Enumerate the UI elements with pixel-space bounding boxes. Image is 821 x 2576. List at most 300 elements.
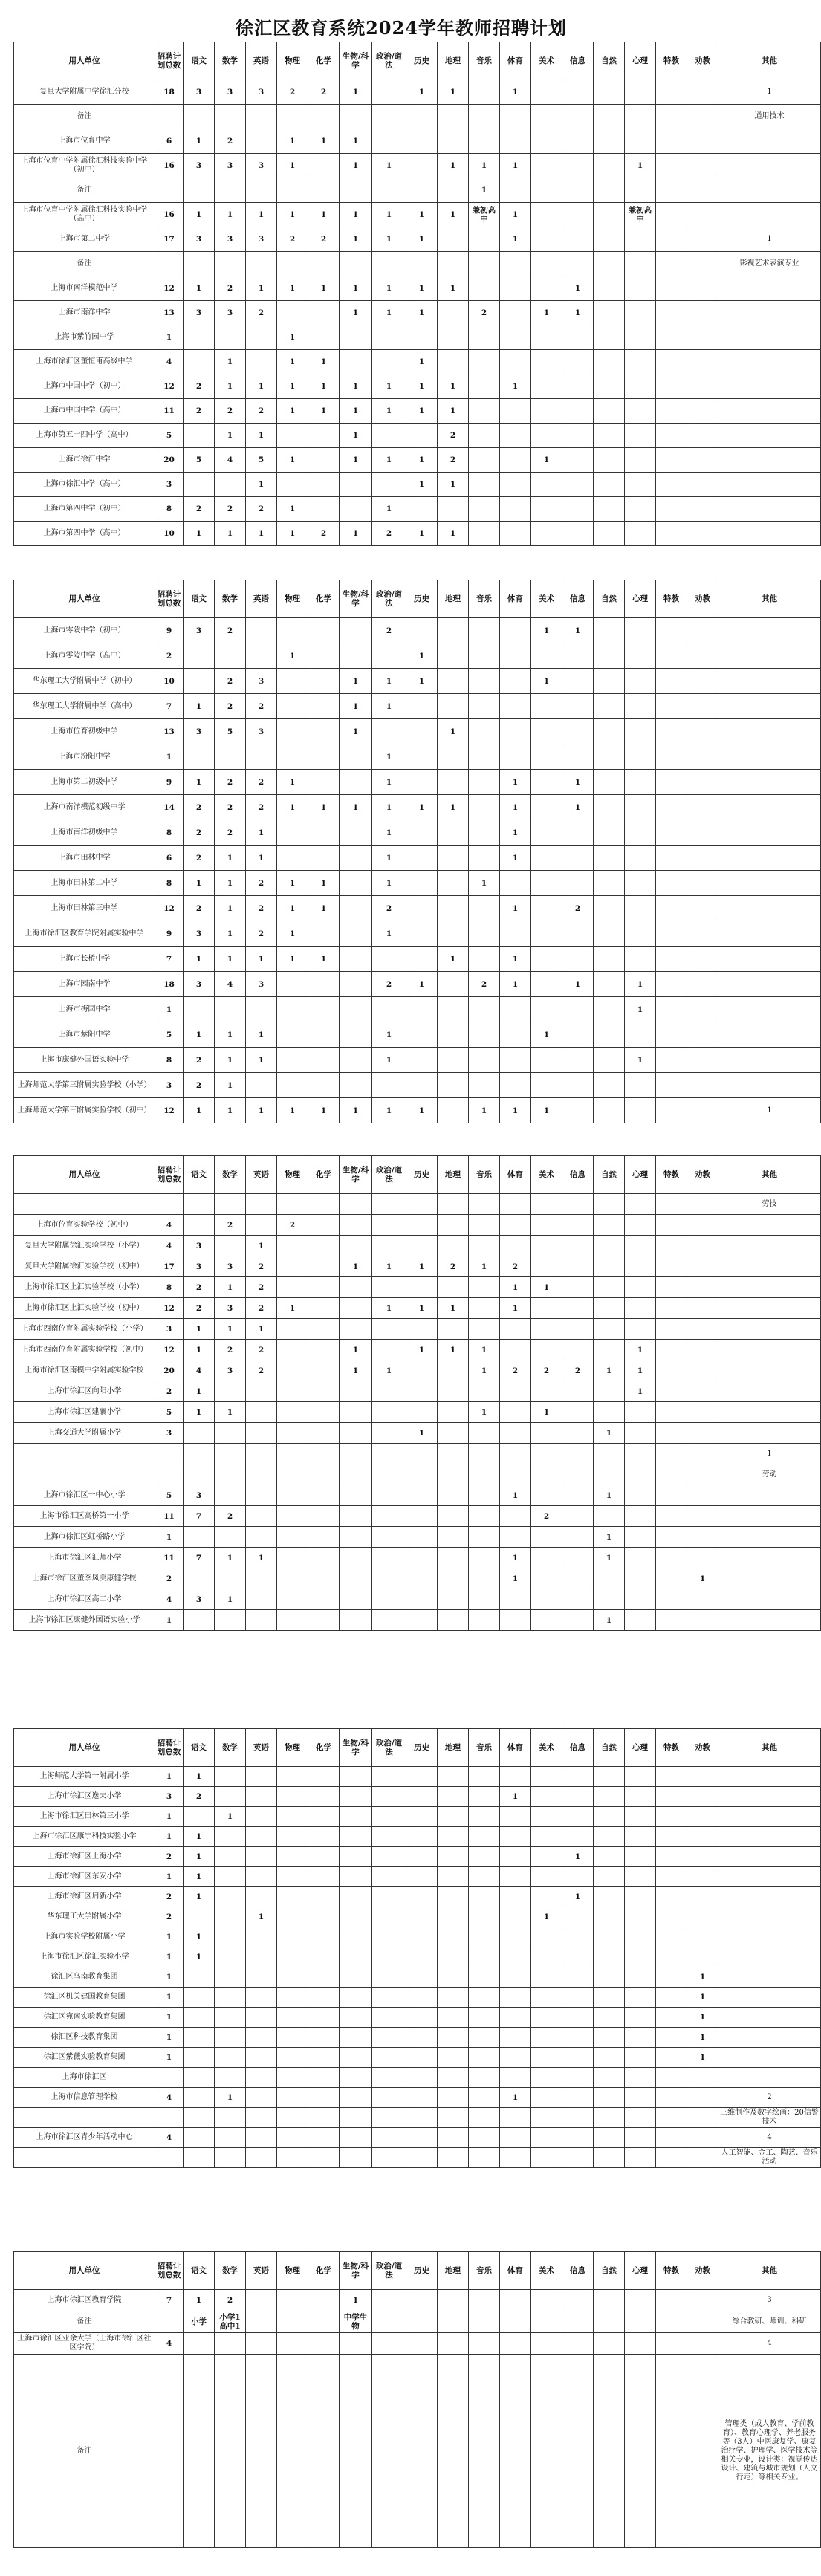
count-cell: [277, 694, 308, 719]
count-cell: [215, 1464, 246, 1485]
count-cell: 4: [184, 1360, 215, 1381]
count-cell: [406, 2333, 438, 2355]
count-cell: [531, 744, 562, 770]
count-cell: 1: [277, 497, 308, 522]
column-header: 语文: [184, 1729, 215, 1767]
count-cell: 1: [215, 1807, 246, 1827]
count-cell: [594, 1381, 625, 1402]
count-cell: [340, 2108, 372, 2128]
count-cell: 1: [246, 1907, 277, 1927]
count-cell: 1: [215, 1548, 246, 1568]
count-cell: 16: [155, 203, 184, 227]
count-cell: [438, 1767, 469, 1787]
count-cell: [340, 105, 372, 129]
count-cell: [562, 1022, 594, 1048]
count-cell: 7: [184, 1506, 215, 1527]
unit-name-cell: 上海市第五十四中学（高中）: [14, 424, 155, 448]
count-cell: [562, 1767, 594, 1787]
count-cell: [594, 1887, 625, 1907]
count-cell: [625, 1589, 656, 1610]
count-cell: [594, 105, 625, 129]
count-cell: [687, 1340, 718, 1360]
column-header: 数学: [215, 1729, 246, 1767]
other-cell: [718, 1381, 821, 1402]
count-cell: [687, 105, 718, 129]
other-cell: [718, 1527, 821, 1548]
count-cell: 1: [562, 301, 594, 325]
count-cell: [469, 896, 500, 921]
count-cell: 1: [625, 1381, 656, 1402]
count-cell: [215, 1444, 246, 1464]
count-cell: [406, 1402, 438, 1423]
count-cell: [438, 1867, 469, 1887]
unit-name-cell: 上海市零陵中学（高中）: [14, 643, 155, 669]
count-cell: [594, 972, 625, 997]
column-header: 地理: [438, 2252, 469, 2290]
count-cell: [687, 921, 718, 947]
count-cell: [625, 1847, 656, 1867]
count-cell: [562, 2148, 594, 2168]
count-cell: 2: [215, 669, 246, 694]
column-header: 化学: [308, 42, 340, 80]
unit-name-cell: 上海市徐汇区业余大学（上海市徐汇区社区学院）: [14, 2333, 155, 2355]
count-cell: [340, 871, 372, 896]
count-cell: [531, 424, 562, 448]
count-cell: [656, 154, 687, 178]
other-cell: [718, 1423, 821, 1444]
count-cell: [625, 744, 656, 770]
other-cell: [718, 1340, 821, 1360]
count-cell: [500, 1381, 531, 1402]
count-cell: [372, 1988, 406, 2008]
table-row: [14, 1236, 821, 1256]
table-row: [14, 2048, 821, 2068]
count-cell: [687, 744, 718, 770]
unit-name-cell: 备注: [14, 2311, 155, 2333]
count-cell: [340, 1767, 372, 1787]
count-cell: [594, 2108, 625, 2128]
count-cell: [155, 2355, 184, 2548]
count-cell: [625, 2290, 656, 2311]
count-cell: [215, 2148, 246, 2168]
count-cell: [625, 1194, 656, 1215]
count-cell: [531, 1527, 562, 1548]
count-cell: [500, 669, 531, 694]
unit-name-cell: 上海市位育实验学校（初中）: [14, 1215, 155, 1236]
count-cell: [308, 1073, 340, 1098]
count-cell: 1: [155, 997, 184, 1022]
count-cell: [155, 2108, 184, 2128]
count-cell: 3: [184, 301, 215, 325]
count-cell: [687, 301, 718, 325]
unit-name-cell: 华东理工大学附属小学: [14, 1907, 155, 1927]
unit-name-cell: 徐汇区机关建国教育集团: [14, 1988, 155, 2008]
count-cell: [656, 643, 687, 669]
other-cell: [718, 1610, 821, 1631]
count-cell: [687, 1767, 718, 1787]
table-row: [14, 424, 821, 448]
count-cell: [562, 947, 594, 972]
count-cell: [625, 1236, 656, 1256]
count-cell: 1: [246, 1236, 277, 1256]
count-cell: [531, 2148, 562, 2168]
count-cell: [469, 1215, 500, 1236]
count-cell: 11: [155, 399, 184, 424]
count-cell: [277, 1423, 308, 1444]
count-cell: [625, 301, 656, 325]
count-cell: 2: [246, 896, 277, 921]
column-header: 英语: [246, 1156, 277, 1194]
count-cell: [594, 846, 625, 871]
count-cell: [594, 770, 625, 795]
count-cell: [372, 1967, 406, 1988]
count-cell: [438, 770, 469, 795]
count-cell: [687, 1548, 718, 1568]
count-cell: 1: [277, 203, 308, 227]
count-cell: [406, 1867, 438, 1887]
count-cell: 1: [500, 896, 531, 921]
count-cell: 2: [531, 1360, 562, 1381]
count-cell: [594, 2068, 625, 2088]
count-cell: [500, 744, 531, 770]
count-cell: [500, 618, 531, 643]
count-cell: [308, 846, 340, 871]
count-cell: 3: [246, 972, 277, 997]
count-cell: [531, 2311, 562, 2333]
count-cell: 1: [500, 972, 531, 997]
count-cell: [340, 1610, 372, 1631]
count-cell: [500, 694, 531, 719]
other-cell: 1: [718, 80, 821, 105]
count-cell: 14: [155, 795, 184, 820]
count-cell: [277, 1589, 308, 1610]
count-cell: [406, 1988, 438, 2008]
count-cell: [438, 129, 469, 154]
other-cell: [718, 399, 821, 424]
unit-name-cell: 上海市田林中学: [14, 846, 155, 871]
unit-name-cell: 上海市田林第三中学: [14, 896, 155, 921]
count-cell: 1: [215, 947, 246, 972]
count-cell: [340, 350, 372, 374]
count-cell: [215, 325, 246, 350]
count-cell: 2: [215, 497, 246, 522]
count-cell: [469, 1787, 500, 1807]
count-cell: [246, 1402, 277, 1423]
count-cell: [438, 1464, 469, 1485]
count-cell: [594, 252, 625, 276]
count-cell: [406, 1022, 438, 1048]
count-cell: 1: [215, 871, 246, 896]
count-cell: [308, 1423, 340, 1444]
count-cell: [656, 694, 687, 719]
count-cell: [594, 1927, 625, 1947]
count-cell: 2: [308, 227, 340, 252]
count-cell: [625, 227, 656, 252]
count-cell: 1: [184, 770, 215, 795]
count-cell: [277, 618, 308, 643]
count-cell: [438, 1947, 469, 1967]
count-cell: 1: [406, 276, 438, 301]
count-cell: 1: [469, 1402, 500, 1423]
count-cell: 1: [184, 1022, 215, 1048]
unit-name-cell: 上海市南洋模范初级中学: [14, 795, 155, 820]
count-cell: [562, 2048, 594, 2068]
count-cell: [500, 1988, 531, 2008]
table-row: [14, 374, 821, 399]
count-cell: [308, 1506, 340, 1527]
unit-name-cell: 上海市第四中学（高中）: [14, 522, 155, 546]
count-cell: [562, 1589, 594, 1610]
column-header: 英语: [246, 42, 277, 80]
column-header: 物理: [277, 1156, 308, 1194]
count-cell: [469, 497, 500, 522]
count-cell: [531, 770, 562, 795]
count-cell: [372, 1340, 406, 1360]
table-row: [14, 178, 821, 203]
count-cell: 1: [406, 227, 438, 252]
count-cell: [625, 473, 656, 497]
count-cell: [469, 105, 500, 129]
count-cell: [656, 1787, 687, 1807]
count-cell: [438, 350, 469, 374]
count-cell: [215, 252, 246, 276]
count-cell: [469, 80, 500, 105]
count-cell: 1: [246, 1098, 277, 1123]
count-cell: [687, 325, 718, 350]
count-cell: [438, 2128, 469, 2148]
count-cell: 1: [184, 2290, 215, 2311]
column-header: 化学: [308, 2252, 340, 2290]
count-cell: [594, 2048, 625, 2068]
count-cell: [372, 1568, 406, 1589]
count-cell: [438, 669, 469, 694]
count-cell: [277, 1947, 308, 1967]
unit-name-cell: [14, 1444, 155, 1464]
count-cell: [562, 1098, 594, 1123]
column-header: 政治/道法: [372, 580, 406, 618]
count-cell: [246, 643, 277, 669]
count-cell: [562, 694, 594, 719]
count-cell: [372, 2028, 406, 2048]
count-cell: [687, 1787, 718, 1807]
column-header: 体育: [500, 1729, 531, 1767]
column-header: 其他: [718, 1156, 821, 1194]
other-cell: [718, 1887, 821, 1907]
count-cell: [500, 1767, 531, 1787]
count-cell: [469, 1485, 500, 1506]
count-cell: [656, 770, 687, 795]
count-cell: [531, 1215, 562, 1236]
count-cell: [372, 473, 406, 497]
count-cell: [184, 1527, 215, 1548]
count-cell: [469, 1277, 500, 1298]
count-cell: [469, 522, 500, 546]
unit-name-cell: 上海市零陵中学（初中）: [14, 618, 155, 643]
count-cell: [562, 399, 594, 424]
count-cell: [406, 325, 438, 350]
count-cell: 2: [500, 1256, 531, 1277]
column-header: 其他: [718, 580, 821, 618]
count-cell: 8: [155, 871, 184, 896]
count-cell: [594, 1589, 625, 1610]
count-cell: [277, 2008, 308, 2028]
count-cell: [687, 947, 718, 972]
count-cell: [438, 618, 469, 643]
other-cell: [718, 1827, 821, 1847]
count-cell: [594, 795, 625, 820]
count-cell: [372, 1787, 406, 1807]
count-cell: [469, 2355, 500, 2548]
table-row: [14, 1506, 821, 1527]
count-cell: [340, 1464, 372, 1485]
count-cell: [656, 2333, 687, 2355]
count-cell: 1: [184, 1098, 215, 1123]
table-row: [14, 1381, 821, 1402]
table-row: [14, 105, 821, 129]
count-cell: [438, 1048, 469, 1073]
count-cell: [308, 2028, 340, 2048]
count-cell: 1: [562, 1887, 594, 1907]
count-cell: 13: [155, 301, 184, 325]
count-cell: [625, 2028, 656, 2048]
count-cell: 9: [155, 618, 184, 643]
column-header: 招聘计划总数: [155, 2252, 184, 2290]
count-cell: 1: [246, 820, 277, 846]
count-cell: [308, 2108, 340, 2128]
column-header: 心理: [625, 1156, 656, 1194]
count-cell: [500, 643, 531, 669]
count-cell: [687, 1098, 718, 1123]
count-cell: [656, 997, 687, 1022]
other-cell: [718, 1256, 821, 1277]
count-cell: [500, 2290, 531, 2311]
count-cell: 1: [155, 2028, 184, 2048]
count-cell: [562, 669, 594, 694]
count-cell: [656, 1887, 687, 1907]
column-header: 劝教: [687, 2252, 718, 2290]
count-cell: 1: [155, 2048, 184, 2068]
count-cell: [531, 350, 562, 374]
other-cell: [718, 1236, 821, 1256]
count-cell: [308, 2311, 340, 2333]
count-cell: [246, 1485, 277, 1506]
count-cell: 1: [625, 1360, 656, 1381]
count-cell: [531, 1340, 562, 1360]
count-cell: 4: [215, 972, 246, 997]
count-cell: 1: [246, 1022, 277, 1048]
other-cell: [718, 947, 821, 972]
count-cell: 1: [531, 1022, 562, 1048]
count-cell: 5: [215, 719, 246, 744]
count-cell: [438, 1967, 469, 1988]
count-cell: [625, 1568, 656, 1589]
count-cell: 1: [155, 1867, 184, 1887]
count-cell: [406, 1236, 438, 1256]
unit-name-cell: 上海市徐汇区董恒甫高级中学: [14, 350, 155, 374]
count-cell: [562, 744, 594, 770]
other-cell: [718, 1277, 821, 1298]
count-cell: 1: [184, 1827, 215, 1847]
table-row: [14, 1485, 821, 1506]
unit-name-cell: 上海市徐汇区: [14, 2068, 155, 2088]
count-cell: [562, 374, 594, 399]
count-cell: [372, 1548, 406, 1568]
count-cell: [594, 744, 625, 770]
table-row: [14, 694, 821, 719]
count-cell: [372, 1194, 406, 1215]
count-cell: [438, 325, 469, 350]
count-cell: [656, 1548, 687, 1568]
count-cell: [500, 178, 531, 203]
count-cell: [594, 301, 625, 325]
count-cell: 2: [469, 301, 500, 325]
count-cell: [215, 1867, 246, 1887]
count-cell: [469, 1568, 500, 1589]
count-cell: [531, 325, 562, 350]
other-cell: [718, 820, 821, 846]
count-cell: [372, 2108, 406, 2128]
count-cell: [277, 105, 308, 129]
count-cell: [562, 325, 594, 350]
unit-name-cell: 上海市第二中学: [14, 227, 155, 252]
count-cell: [562, 846, 594, 871]
count-cell: [308, 719, 340, 744]
count-cell: [406, 2128, 438, 2148]
other-cell: [718, 770, 821, 795]
count-cell: [340, 1947, 372, 1967]
count-cell: 1: [340, 424, 372, 448]
count-cell: 9: [155, 770, 184, 795]
count-cell: [625, 2068, 656, 2088]
count-cell: [562, 1319, 594, 1340]
count-cell: 1: [562, 618, 594, 643]
count-cell: [406, 947, 438, 972]
count-cell: [438, 1927, 469, 1947]
count-cell: [625, 2311, 656, 2333]
page-title: 徐汇区教育系统2024学年教师招聘计划: [236, 17, 567, 39]
table-row: [14, 2355, 821, 2548]
count-cell: [340, 1194, 372, 1215]
count-cell: [406, 871, 438, 896]
count-cell: 1: [215, 424, 246, 448]
count-cell: [308, 1022, 340, 1048]
count-cell: [438, 2088, 469, 2108]
count-cell: 2: [184, 896, 215, 921]
count-cell: 3: [155, 1787, 184, 1807]
count-cell: [246, 1506, 277, 1527]
count-cell: 2: [372, 896, 406, 921]
count-cell: [215, 2008, 246, 2028]
count-cell: [438, 1610, 469, 1631]
count-cell: 11: [155, 1548, 184, 1568]
count-cell: 1: [469, 1360, 500, 1381]
count-cell: 1: [406, 1098, 438, 1123]
count-cell: [372, 1073, 406, 1098]
table-row: [14, 301, 821, 325]
count-cell: [594, 1947, 625, 1967]
count-cell: [308, 473, 340, 497]
count-cell: [184, 424, 215, 448]
count-cell: [372, 178, 406, 203]
count-cell: 1: [438, 1298, 469, 1319]
count-cell: [438, 2355, 469, 2548]
count-cell: [594, 154, 625, 178]
count-cell: [406, 846, 438, 871]
count-cell: [406, 129, 438, 154]
count-cell: [308, 2355, 340, 2548]
count-cell: [277, 1847, 308, 1867]
count-cell: [625, 1423, 656, 1444]
